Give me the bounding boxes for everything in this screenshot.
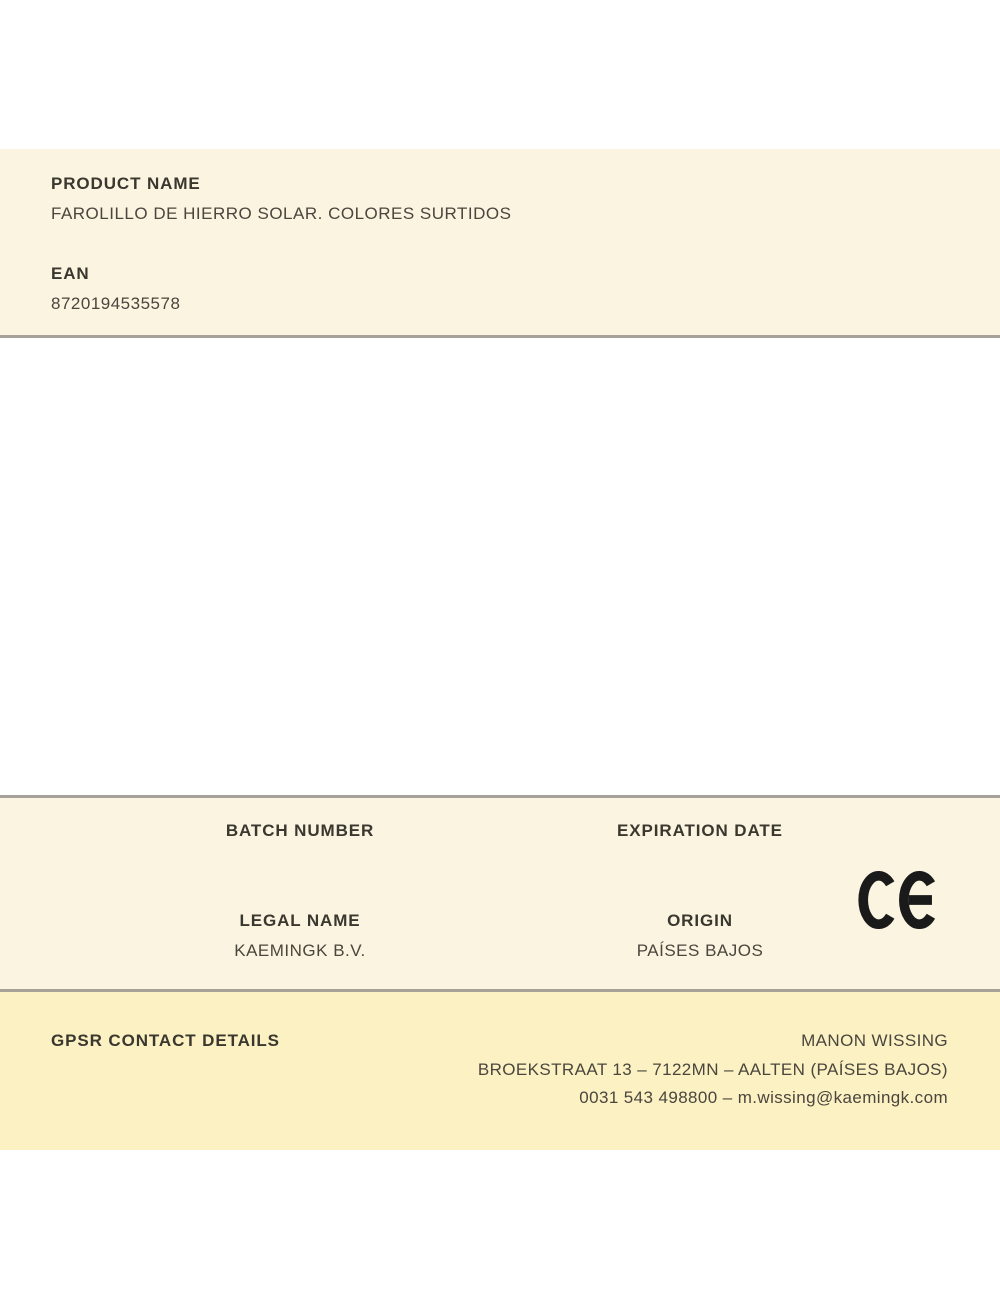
details-left-column <box>100 798 500 962</box>
expiration-date-label: EXPIRATION DATE <box>617 821 783 840</box>
legal-name-value: KAEMINGK B.V. <box>234 941 366 960</box>
contact-address: BROEKSTRAAT 13 – 7122MN – AALTEN (PAÍSES BAJOS) <box>477 1059 948 1079</box>
origin-value: PAÍSES BAJOS <box>636 941 764 960</box>
product-info-section <box>0 149 1000 338</box>
gpsr-contact-section <box>0 992 1000 1150</box>
batch-number-label: BATCH NUMBER <box>225 821 375 840</box>
batch-number-value <box>100 850 500 872</box>
gpsr-contact-lines <box>478 1027 948 1113</box>
gpsr-contact-label: GPSR CONTACT DETAILS <box>51 1031 280 1050</box>
details-right-column <box>500 798 900 962</box>
expiration-date-value <box>500 850 900 872</box>
origin-label: ORIGIN <box>667 911 733 930</box>
legal-name-label: LEGAL NAME <box>239 911 361 930</box>
ean-label: EAN <box>51 264 90 283</box>
product-name-value: FAROLILLO DE HIERRO SOLAR. COLORES SURTIDOS <box>51 204 512 223</box>
contact-name: MANON WISSING <box>801 1031 948 1050</box>
contact-phone-email: 0031 543 498800 – m.wissing@kaemingk.com <box>579 1088 948 1107</box>
batch-legal-section <box>0 795 1000 992</box>
ce-mark-icon <box>857 870 943 930</box>
product-name-label: PRODUCT NAME <box>51 174 201 193</box>
ean-value: 8720194535578 <box>51 294 181 313</box>
